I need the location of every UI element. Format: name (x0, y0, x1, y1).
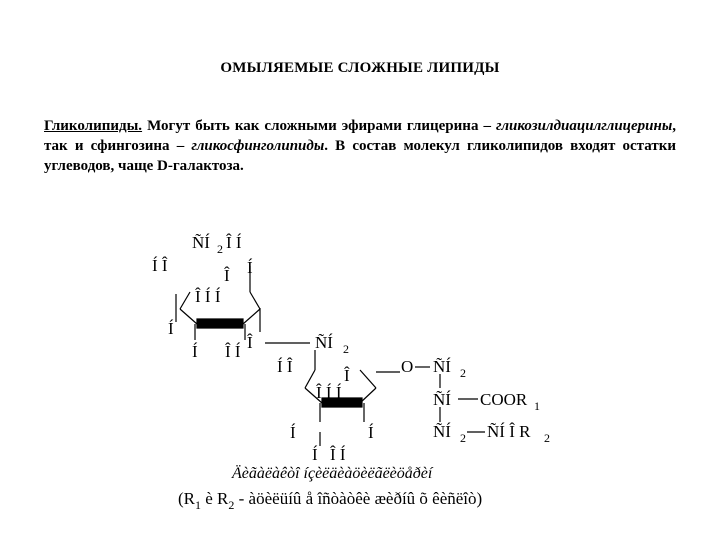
ring2-h-left: Í (290, 423, 296, 442)
ring1-bond-right-up (250, 292, 260, 309)
ring1-oh-h: Î Í Í (195, 287, 221, 306)
glycolipids-paragraph (44, 116, 676, 176)
ring1-h-right: Í (247, 258, 253, 277)
paragraph-text-3: . В состав молекул гликолипидов входят остатки углеводов, чаще D-галактоза. (44, 138, 676, 174)
ring-2 (305, 367, 485, 446)
ring1-bond-right-down (243, 309, 260, 324)
ring2-ho: Í Î (277, 357, 293, 376)
ring1-bold-bond (197, 319, 243, 328)
ring1-bond-left-up (180, 292, 190, 309)
paragraph-term-1: гликозилдиацилглицерины (496, 118, 673, 134)
chain-ch: ÑÍ (433, 390, 451, 409)
caption-sub-1: 1 (195, 498, 201, 512)
ring2-o: Î (344, 366, 350, 385)
caption-note (178, 489, 482, 512)
paragraph-lead: Гликолипиды. (44, 118, 143, 134)
o-label: O (401, 357, 414, 376)
chain-end-sub-2: 2 (544, 431, 550, 445)
structural-formula-svg (140, 222, 580, 522)
top-ch2oh: ÑÍ (192, 233, 210, 252)
page-title: ОМЫЛЯЕМЫЕ СЛОЖНЫЕ ЛИПИДЫ (220, 60, 500, 76)
chain-end: ÑÍ Î R (487, 422, 531, 441)
chain-ch2b: ÑÍ (433, 422, 451, 441)
coor-group: COOR (480, 390, 528, 409)
caption-pre: (R (178, 489, 195, 508)
top-sub-2: 2 (217, 242, 223, 256)
ring2-h-right: Í (368, 423, 374, 442)
paragraph-term-2: гликосфинголипиды (191, 138, 325, 154)
ring1-h-bottom: Í (192, 342, 198, 361)
caption-post: - àöèëüíû å îñòàòêè æèðíû õ êèñëîò) (234, 489, 483, 508)
ring2-bond-left-up (305, 370, 315, 388)
ring2-bond-right-up (360, 370, 376, 388)
ring2-h-bottom: Í (312, 445, 318, 464)
ring2-oh-h: Î Í Í (316, 383, 342, 402)
chain-ch2: ÑÍ (433, 357, 451, 376)
ring1-bond-left-down (180, 309, 197, 324)
mid-ch2: ÑÍ (315, 333, 333, 352)
ring1-o-link: Î (247, 333, 253, 352)
paragraph-text-1: Могут быть как сложными эфирами глицерина – (142, 118, 497, 134)
caption-mid: è R (201, 489, 229, 508)
caption-name: Äèãàëàêòî íçèëäèàöèëãëèöåðèí (232, 465, 433, 482)
chain-sub-2a: 2 (460, 366, 466, 380)
paragraph-text-2: , так и сфингозина – (44, 118, 676, 154)
ring1-ho: Í Î (152, 256, 168, 275)
coor-sub-1: 1 (534, 399, 540, 413)
chain-sub-2b: 2 (460, 431, 466, 445)
ring1-h-left: Í (168, 319, 174, 338)
top-o-h: Î Í (226, 233, 242, 252)
structural-formula (140, 222, 580, 522)
caption-sub-2: 2 (228, 498, 235, 512)
ring1-o: Î (224, 266, 230, 285)
mid-sub-2: 2 (343, 342, 349, 356)
ring2-bottom: Î Í (330, 445, 346, 464)
ring1-oh2: Î Í (225, 342, 241, 361)
